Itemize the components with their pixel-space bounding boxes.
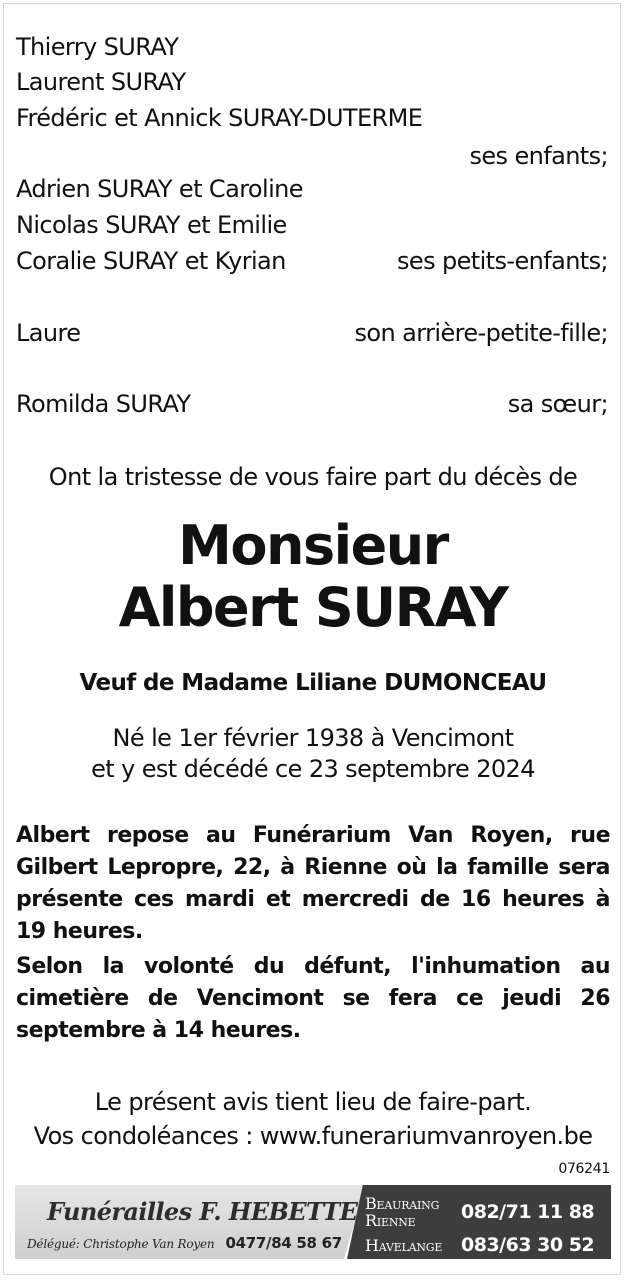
location-beauraing: Beauraing <box>365 1194 440 1213</box>
rest-paragraph: Albert repose au Funérarium Van Royen, rue Gilbert Lepropre, 22, à Rienne où la famille sera présente ces mardi et mercredi de 16 heures à 19 heures. <box>16 823 610 944</box>
deceased-title: Monsieur <box>178 514 448 577</box>
funeral-home-banner <box>15 1185 611 1259</box>
widow-of: Veuf de Madame Liliane DUMONCEAU <box>79 670 547 696</box>
birth-line: Né le 1er février 1938 à Vencimont <box>112 724 514 752</box>
sister-relation: sa sœur; <box>507 390 608 418</box>
delegate-row <box>27 1233 342 1252</box>
delegate-name: Délégué: Christophe Van Royen <box>27 1237 215 1251</box>
grandchild-name: Adrien SURAY et Caroline <box>16 175 303 203</box>
grandchildren-relation: ses petits-enfants; <box>397 247 608 275</box>
location-rienne: Rienne <box>365 1211 416 1230</box>
phone-havelange: 083/63 30 52 <box>461 1234 595 1256</box>
sister-name: Romilda SURAY <box>16 390 191 418</box>
grandchild-name: Coralie SURAY et Kyrian <box>16 247 286 275</box>
funeral-home-name: Funérailles F. HEBETTE <box>47 1197 358 1226</box>
child-name: Frédéric et Annick SURAY-DUTERME <box>16 104 423 132</box>
great-grandchild-relation: son arrière-petite-fille; <box>354 319 608 347</box>
deceased-name: Albert SURAY <box>118 576 508 639</box>
condolences-line: Vos condoléances : www.funerariumvanroyen.be <box>33 1122 593 1150</box>
faire-part-notice: Le présent avis tient lieu de faire-part. <box>94 1088 532 1116</box>
children-relation: ses enfants; <box>469 142 608 170</box>
burial-paragraph: Selon la volonté du défunt, l'inhumation au cimetière de Vencimont se fera ce jeudi 26 septembre à 14 heures. <box>16 954 610 1043</box>
location-havelange: Havelange <box>365 1236 443 1255</box>
death-line: et y est décédé ce 23 septembre 2024 <box>91 755 535 783</box>
child-name: Laurent SURAY <box>16 68 186 96</box>
delegate-phone: 0477/84 58 67 <box>225 1234 342 1252</box>
great-grandchild-name: Laure <box>16 319 81 347</box>
phone-beauraing-rienne: 082/71 11 88 <box>461 1201 595 1223</box>
grandchild-name: Nicolas SURAY et Emilie <box>16 211 287 239</box>
child-name: Thierry SURAY <box>16 33 179 61</box>
reference-number: 076241 <box>558 1161 610 1177</box>
announcement-intro: Ont la tristesse de vous faire part du décès de <box>48 463 578 491</box>
